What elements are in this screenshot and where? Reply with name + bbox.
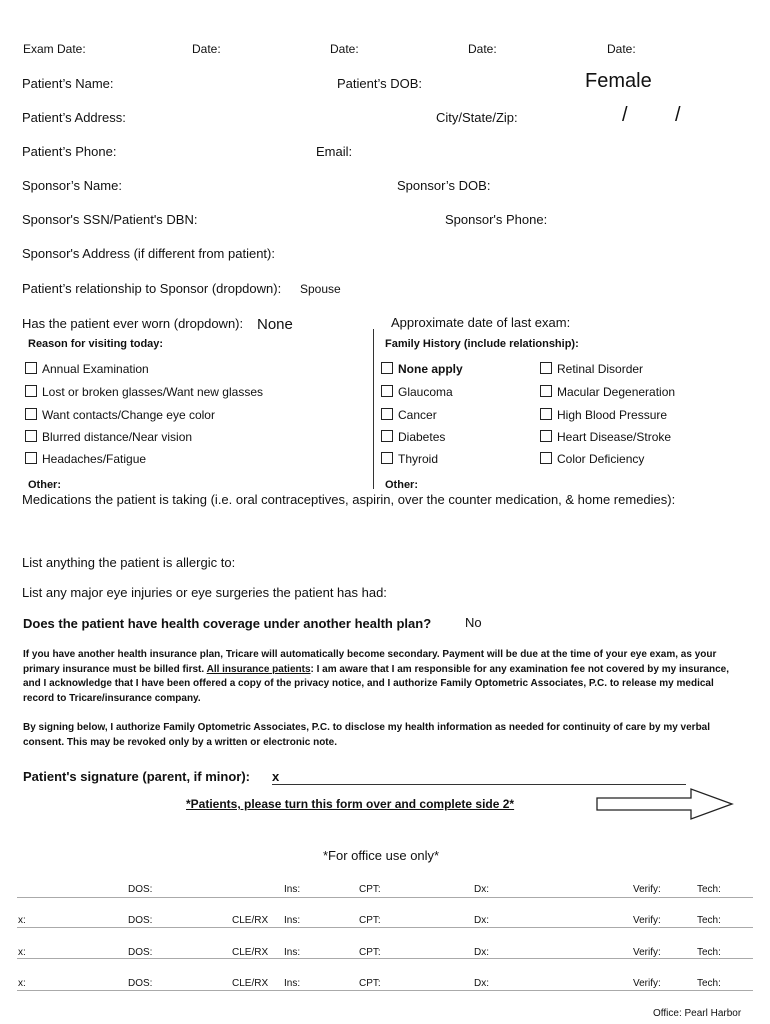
worn-value[interactable]: None: [257, 316, 293, 333]
office-row4-cpt: CPT:: [359, 978, 381, 989]
family-high-blood-pressure: High Blood Pressure: [557, 408, 668, 422]
checkbox-high-blood-pressure[interactable]: [540, 408, 552, 420]
office-row4-x: x:: [18, 978, 26, 989]
sponsor-dob-label: Sponsor’s DOB:: [397, 178, 491, 193]
office-row1-cpt: CPT:: [359, 884, 381, 895]
signature-label: Patient's signature (parent, if minor):: [23, 769, 251, 784]
family-macular-degeneration: Macular Degeneration: [557, 385, 676, 399]
family-none-apply: None apply: [398, 362, 463, 376]
last-exam-label: Approximate date of last exam:: [391, 315, 571, 330]
office-row4-dos: DOS:: [128, 978, 153, 989]
insurance-notice-part1: If you have another health insurance plan, Tricare will automatically become secondary. Payment will be due at the time of your eye exam, as your primary insurance must be billed first.: [23, 649, 717, 675]
office-row3-x: x:: [18, 947, 26, 958]
signature-line[interactable]: [272, 784, 686, 785]
family-cancer: Cancer: [398, 408, 437, 422]
patient-address-label: Patient’s Address:: [22, 110, 126, 125]
office-use-title: *For office use only*: [323, 848, 440, 863]
patient-phone-label: Patient’s Phone:: [22, 144, 117, 159]
office-row2-tech: Tech:: [697, 915, 721, 926]
sponsor-phone-label: Sponsor's Phone:: [445, 212, 548, 227]
family-history-title: Family History (include relationship):: [385, 338, 579, 350]
family-other-label: Other:: [385, 479, 418, 491]
email-label: Email:: [316, 144, 353, 159]
reason-broken-glasses: Lost or broken glasses/Want new glasses: [42, 385, 263, 399]
dob-slash-2: /: [675, 104, 681, 126]
office-row3-line: [17, 958, 753, 959]
checkbox-glaucoma[interactable]: [381, 385, 393, 397]
checkbox-headaches[interactable]: [25, 452, 37, 464]
office-row2-verify: Verify:: [633, 915, 661, 926]
office-row2-cpt: CPT:: [359, 915, 381, 926]
date-label-1: Date:: [192, 42, 221, 56]
coverage-value[interactable]: No: [465, 615, 482, 630]
checkbox-annual-exam[interactable]: [25, 362, 37, 374]
office-row4-tech: Tech:: [697, 978, 721, 989]
insurance-notice-part2: : I am aware that I am responsible for any examination fee not covered by my insurance, and I acknowledge that I have been offered a copy of the privacy notice, and I authorize Family Optometric Associates, P.C. to release my medical record to Tricare/insurance company.: [23, 663, 729, 704]
office-row3-ins: Ins:: [284, 947, 301, 958]
office-row1-dx: Dx:: [474, 884, 489, 895]
worn-label: Has the patient ever worn (dropdown):: [22, 316, 244, 331]
office-row3-tech: Tech:: [697, 947, 721, 958]
date-label-4: Date:: [607, 42, 636, 56]
reason-headaches: Headaches/Fatigue: [42, 452, 147, 466]
date-label-2: Date:: [330, 42, 359, 56]
office-row3-cpt: CPT:: [359, 947, 381, 958]
reason-contacts: Want contacts/Change eye color: [42, 408, 215, 422]
checkbox-none-apply[interactable]: [381, 362, 393, 374]
relationship-label: Patient’s relationship to Sponsor (dropdown):: [22, 281, 282, 296]
exam-date-label: Exam Date:: [23, 42, 86, 56]
office-row4-clerx: CLE/RX: [232, 978, 269, 989]
signature-x: x: [272, 769, 280, 784]
family-heart-disease: Heart Disease/Stroke: [557, 430, 672, 444]
office-row2-dx: Dx:: [474, 915, 489, 926]
reasons-other-label: Other:: [28, 479, 61, 491]
checkbox-heart-disease[interactable]: [540, 430, 552, 442]
office-row3-clerx: CLE/RX: [232, 947, 269, 958]
family-retinal-disorder: Retinal Disorder: [557, 362, 644, 376]
reason-blurred-vision: Blurred distance/Near vision: [42, 430, 193, 444]
office-row3-verify: Verify:: [633, 947, 661, 958]
office-row4-ins: Ins:: [284, 978, 301, 989]
authorization-notice: By signing below, I authorize Family Optometric Associates, P.C. to disclose my health information as needed for continuity of care by my verbal consent. This may be revoked only by a written or electronic note.: [23, 722, 711, 748]
office-row2-line: [17, 927, 753, 928]
reasons-title: Reason for visiting today:: [28, 338, 164, 350]
checkbox-retinal-disorder[interactable]: [540, 362, 552, 374]
dob-slash-1: /: [622, 104, 628, 126]
family-glaucoma: Glaucoma: [398, 385, 453, 399]
office-row1-ins: Ins:: [284, 884, 301, 895]
arrow-right-icon: [595, 786, 735, 824]
office-row2-ins: Ins:: [284, 915, 301, 926]
office-row3-dx: Dx:: [474, 947, 489, 958]
checkbox-diabetes[interactable]: [381, 430, 393, 442]
office-row4-verify: Verify:: [633, 978, 661, 989]
reason-annual-exam: Annual Examination: [42, 362, 149, 376]
office-row2-x: x:: [18, 915, 26, 926]
insurance-notice: [23, 648, 743, 706]
gender-value[interactable]: Female: [585, 70, 652, 92]
checkbox-contacts[interactable]: [25, 408, 37, 420]
office-footer: Office: Pearl Harbor: [653, 1008, 742, 1019]
family-color-deficiency: Color Deficiency: [557, 452, 645, 466]
coverage-label: Does the patient have health coverage under another health plan?: [23, 616, 432, 631]
family-diabetes: Diabetes: [398, 430, 446, 444]
office-row1-dos: DOS:: [128, 884, 153, 895]
office-row4-line: [17, 990, 753, 991]
checkbox-macular-degeneration[interactable]: [540, 385, 552, 397]
column-divider: [373, 329, 374, 489]
checkbox-cancer[interactable]: [381, 408, 393, 420]
checkbox-thyroid[interactable]: [381, 452, 393, 464]
checkbox-color-deficiency[interactable]: [540, 452, 552, 464]
office-row1-verify: Verify:: [633, 884, 661, 895]
date-label-3: Date:: [468, 42, 497, 56]
sponsor-ssn-label: Sponsor's SSN/Patient's DBN:: [22, 212, 198, 227]
sponsor-name-label: Sponsor’s Name:: [22, 178, 122, 193]
office-row3-dos: DOS:: [128, 947, 153, 958]
relationship-value[interactable]: Spouse: [300, 282, 341, 296]
office-row2-dos: DOS:: [128, 915, 153, 926]
office-row1-tech: Tech:: [697, 884, 721, 895]
insurance-notice-underlined: All insurance patients: [206, 663, 311, 675]
patient-dob-label: Patient’s DOB:: [337, 76, 423, 91]
injuries-label: List any major eye injuries or eye surgeries the patient has had:: [22, 585, 387, 600]
patient-name-label: Patient’s Name:: [22, 76, 114, 91]
medications-label: Medications the patient is taking (i.e. oral contraceptives, aspirin, over the counter medication, & home remedies):: [22, 492, 676, 507]
office-row2-clerx: CLE/RX: [232, 915, 269, 926]
checkbox-broken-glasses[interactable]: [25, 385, 37, 397]
turn-over-note: *Patients, please turn this form over and complete side 2*: [186, 797, 515, 811]
office-row1-line: [17, 897, 753, 898]
city-state-zip-label: City/State/Zip:: [436, 110, 518, 125]
sponsor-address-label: Sponsor's Address (if different from patient):: [22, 246, 275, 261]
office-row4-dx: Dx:: [474, 978, 489, 989]
checkbox-blurred-vision[interactable]: [25, 430, 37, 442]
family-thyroid: Thyroid: [398, 452, 439, 466]
allergies-label: List anything the patient is allergic to:: [22, 555, 236, 570]
